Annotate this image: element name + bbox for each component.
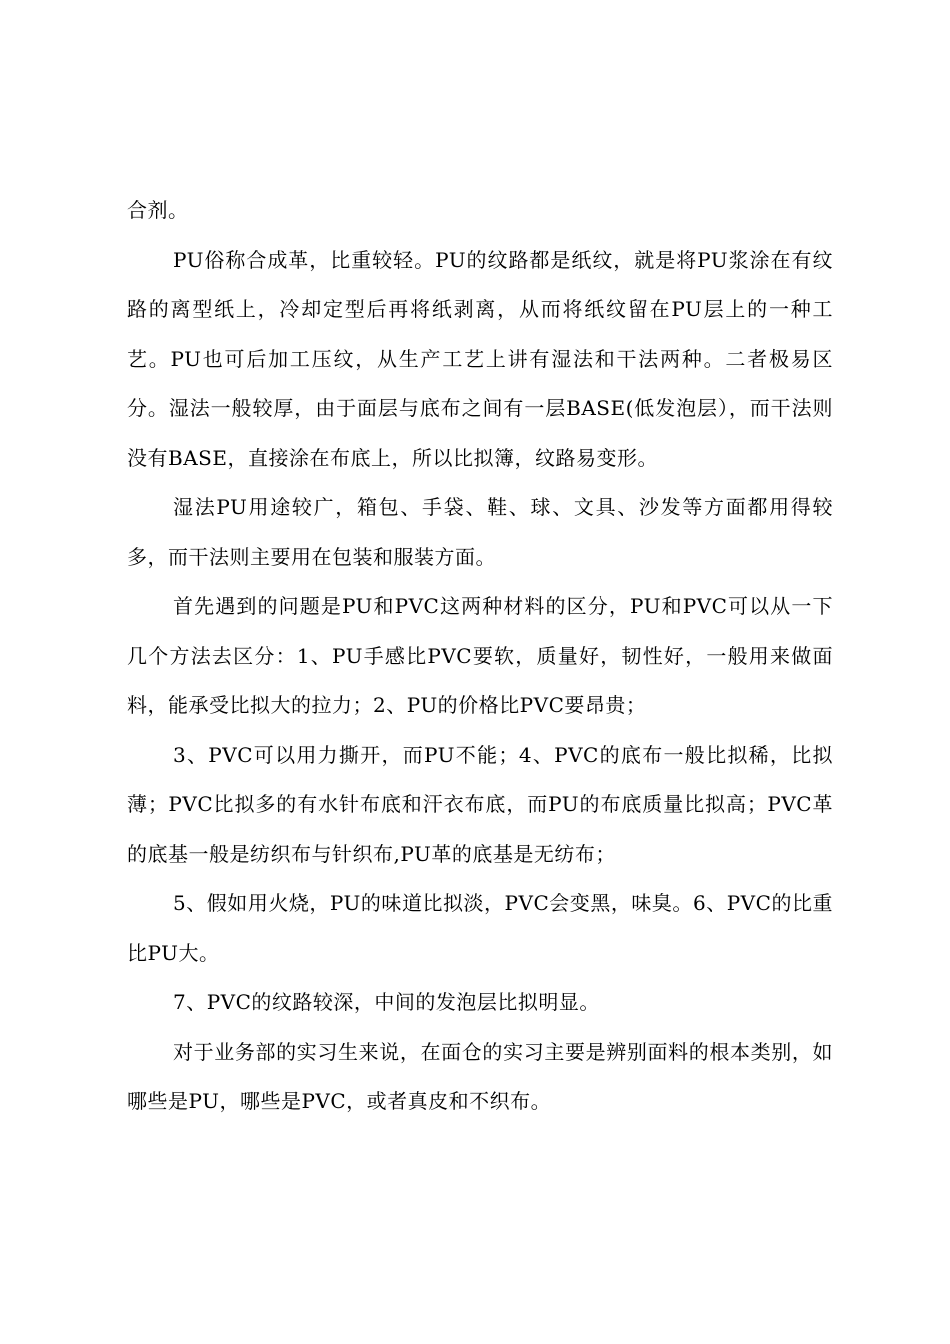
paragraph-pu-pvc-difference: 首先遇到的问题是PU和PVC这两种材料的区分，PU和PVC可以从一下几个方法去区分：1、PU手感比PVC要软，质量好，韧性好，一般用来做面料，能承受比拟大的拉力；2、PU的价格比PVC要昂贵； [127, 594, 833, 717]
paragraph-wet-pu-usage: 湿法PU用途较广，箱包、手袋、鞋、球、文具、沙发等方面都用得较多，而干法则主要用在包装和服装方面。 [127, 495, 833, 569]
paragraph-pu-intro: PU俗称合成革，比重较轻。PU的纹路都是纸纹，就是将PU浆涂在有纹路的离型纸上，冷却定型后再将纸剥离，从而将纸纹留在PU层上的一种工艺。PU也可后加工压纹，从生产工艺上讲有湿法和干法两种。二者极易区分。湿法一般较厚，由于面层与底布之间有一层BASE(低发泡层），而干法则没有BASE，直接涂在布底上，所以比拟簿，纹路易变形。 [127, 247, 833, 470]
paragraph-point-5-6: 5、假如用火烧，PU的味道比拟淡，PVC会变黑，味臭。6、PVC的比重比PU大。 [127, 891, 833, 965]
paragraph-point-7: 7、PVC的纹路较深，中间的发泡层比拟明显。 [173, 990, 600, 1014]
document-body [127, 186, 833, 1127]
paragraph-continuation: 合剂。 [127, 198, 189, 222]
paragraph-intern-summary: 对于业务部的实习生来说，在面仓的实习主要是辨别面料的根本类别，如哪些是PU，哪些是PVC，或者真皮和不织布。 [127, 1039, 833, 1113]
paragraph-point-3-4: 3、PVC可以用力撕开，而PU不能；4、PVC的底布一般比拟稀，比拟薄；PVC比拟多的有水针布底和汗衣布底，而PU的布底质量比拟高；PVC革的底基一般是纺织布与针织布,PU革的底基是无纺布； [127, 742, 833, 866]
